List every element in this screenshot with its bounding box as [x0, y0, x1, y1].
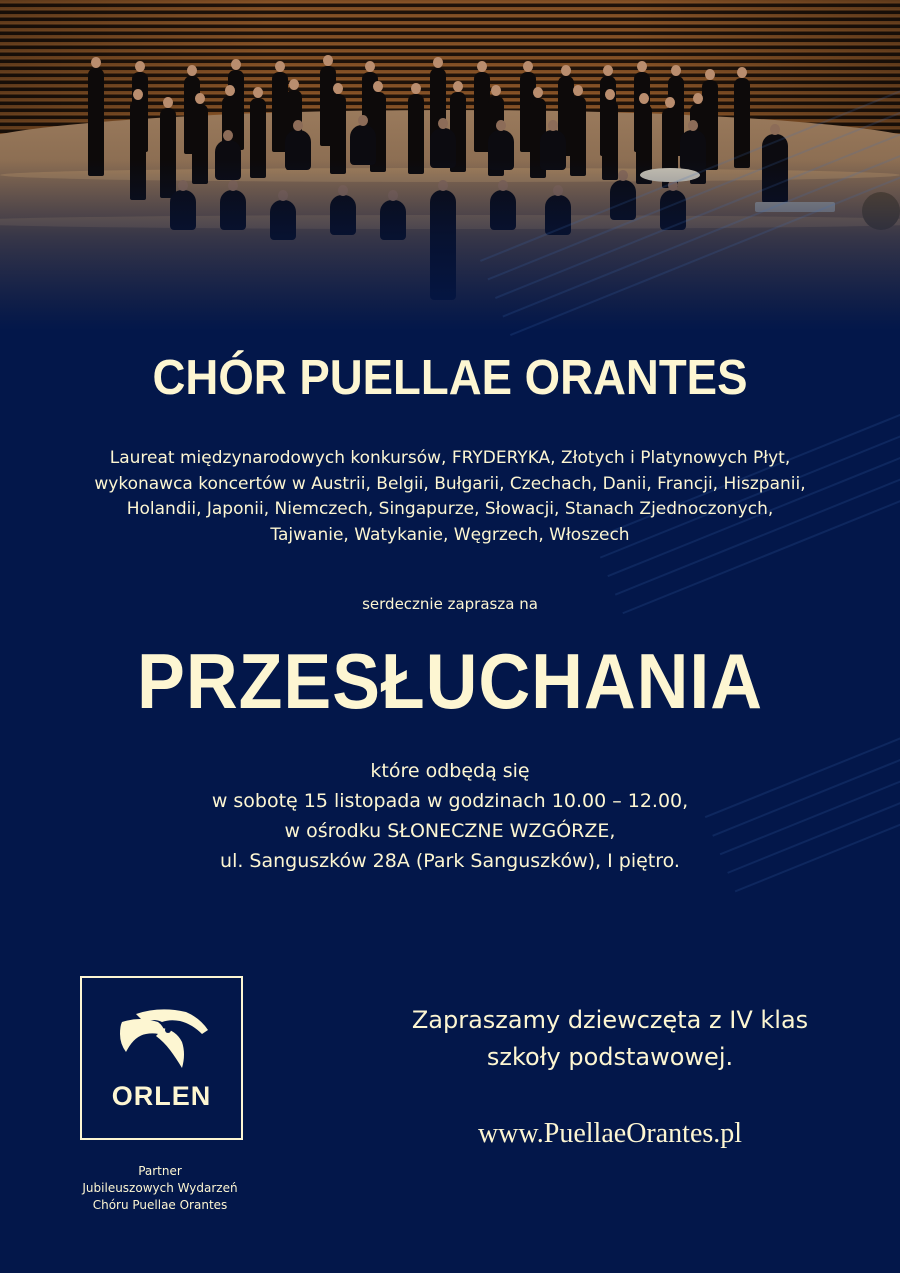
caption-line: Jubileuszowych Wydarzeń — [82, 1181, 238, 1195]
description-line: Laureat międzynarodowych konkursów, FRYDERYKA, Złotych i Platynowych Płyt, — [109, 448, 791, 468]
description-line: Holandii, Japonii, Niemczech, Singapurze, Słowacji, Stanach Zjednoczonych, — [126, 499, 774, 519]
choir-description — [0, 446, 900, 548]
cta-line: Zapraszamy dziewczęta z IV klas — [411, 1006, 809, 1034]
orlen-wordmark: ORLEN — [111, 1081, 212, 1111]
auditions-headline: PRZESŁUCHANIA — [137, 637, 763, 725]
caption-line: Chóru Puellae Orantes — [92, 1198, 228, 1212]
event-address: ul. Sanguszków 28A (Park Sanguszków), I piętro. — [220, 850, 680, 872]
website-link[interactable]: www.PuellaeOrantes.pl — [477, 1118, 743, 1149]
event-details — [0, 756, 900, 876]
event-venue: w ośrodku SŁONECZNE WZGÓRZE, — [284, 820, 616, 842]
orlen-logo — [80, 976, 243, 1140]
caption-line: Partner — [138, 1164, 182, 1178]
choir-name-title: CHÓR PUELLAE ORANTES — [152, 351, 748, 405]
partner-caption — [40, 1163, 280, 1214]
call-to-action — [340, 1002, 880, 1076]
description-line: Tajwanie, Watykanie, Węgrzech, Włoszech — [270, 524, 630, 545]
event-date-time: w sobotę 15 listopada w godzinach 10.00 – 12.00, — [211, 790, 689, 812]
description-line: wykonawca koncertów w Austrii, Belgii, Bułgarii, Czechach, Danii, Francji, Hiszpanii, — [94, 473, 806, 494]
eagle-head-icon — [120, 1008, 208, 1076]
cta-line: szkoły podstawowej. — [486, 1043, 734, 1071]
invite-text: serdecznie zaprasza na — [362, 595, 538, 613]
details-line: które odbędą się — [370, 760, 530, 782]
